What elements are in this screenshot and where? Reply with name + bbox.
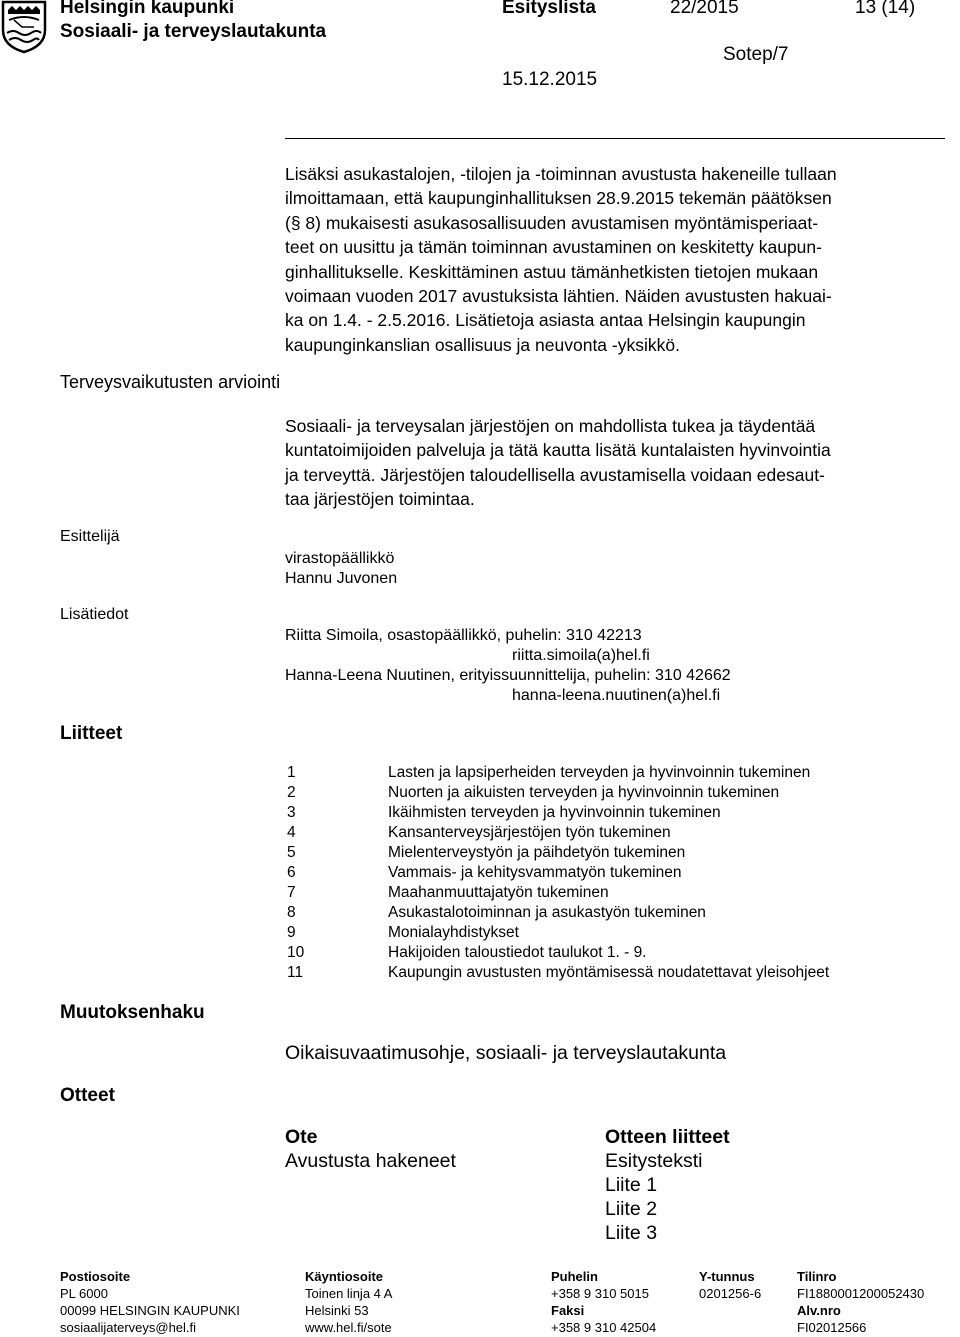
contact-line: Hanna-Leena Nuutinen, erityissuunnittelija, puhelin: 310 42662	[285, 667, 731, 684]
footer-ytunnus	[699, 1268, 761, 1302]
attachment-title: Kansanterveysjärjestöjen työn tukeminen	[388, 824, 671, 841]
footer-line: Toinen linja 4 A	[305, 1286, 393, 1301]
attachment-number: 5	[287, 844, 296, 861]
footer-postal	[60, 1268, 240, 1336]
text-line: Sosiaali- ja terveysalan järjestöjen on mahdollista tukea ja täydentää	[285, 416, 816, 436]
footer-line: Helsinki 53	[305, 1303, 369, 1318]
attachment-title: Vammais- ja kehitysvammatyön tukeminen	[388, 864, 682, 881]
footer-visit	[305, 1268, 392, 1336]
attachment-title: Asukastalotoiminnan ja asukastyön tukeminen	[388, 904, 706, 921]
attachment-title: Nuorten ja aikuisten terveyden ja hyvinvoinnin tukeminen	[388, 784, 780, 801]
attachments-label: Liitteet	[60, 723, 123, 744]
header-rule	[285, 138, 945, 139]
footer-heading: Käyntiosoite	[305, 1269, 384, 1284]
footer-line: FI02012566	[797, 1320, 867, 1335]
attachment-number: 3	[287, 804, 296, 821]
contact-line: Riitta Simoila, osastopäällikkö, puhelin: 310 42213	[285, 627, 642, 644]
attachment-title: Lasten ja lapsiperheiden terveyden ja hyvinvoinnin tukeminen	[388, 764, 811, 781]
footer-heading: Tilinro	[797, 1269, 837, 1284]
org-name: Helsingin kaupunki	[60, 0, 235, 18]
committee-name: Sosiaali- ja terveyslautakunta	[60, 21, 327, 42]
appeal-instructions[interactable]: Oikaisuvaatimusohje, sosiaali- ja terveyslautakunta	[285, 1042, 727, 1064]
extract-attachments-heading: Otteen liitteet	[605, 1126, 730, 1148]
attachment-number: 7	[287, 884, 296, 901]
attachment-number: 2	[287, 784, 296, 801]
text-line: teet on uusittu ja tämän toiminnan avustaminen on keskitetty kaupun-	[285, 237, 822, 258]
presenter-label: Esittelijä	[60, 528, 120, 545]
text-line: taa järjestöjen toimintaa.	[285, 489, 475, 510]
text-line: ja terveyttä. Järjestöjen taloudellisella avustamisella voidaan edesaut-	[285, 464, 825, 485]
footer-heading: Alv.nro	[797, 1303, 841, 1318]
contact-email[interactable]: hanna-leena.nuutinen(a)hel.fi	[512, 687, 721, 704]
presenter-name: Hannu Juvonen	[285, 570, 398, 587]
page-number: 13 (14)	[855, 0, 916, 18]
footer-tilinro	[797, 1268, 924, 1336]
text-line: kaupunginkanslian osallisuus ja neuvonta -yksikkö.	[285, 334, 680, 355]
extract-item: Avustusta hakeneet	[285, 1150, 456, 1172]
footer-email[interactable]: sosiaalijaterveys@hel.fi	[60, 1320, 197, 1335]
helsinki-crest-logo	[0, 0, 48, 54]
section-id: Sotep/7	[723, 44, 789, 65]
attachment-title: Ikäihmisten terveyden ja hyvinvoinnin tukeminen	[388, 804, 721, 821]
footer-line: +358 9 310 42504	[551, 1320, 657, 1335]
meeting-number: 22/2015	[670, 0, 739, 18]
attachment-number: 11	[287, 964, 304, 981]
appeal-label: Muutoksenhaku	[60, 1002, 205, 1023]
text-line: kuntatoimijoiden palveluja ja tätä kautta lisätä kuntalaisten hyvinvointia	[285, 440, 831, 461]
footer-heading: Postiosoite	[60, 1269, 131, 1284]
attachment-number: 4	[287, 824, 296, 841]
more-info-label: Lisätiedot	[60, 606, 129, 623]
footer-heading: Puhelin	[551, 1269, 598, 1284]
footer-line: 0201256-6	[699, 1286, 762, 1301]
attachment-title: Mielenterveystyön ja päihdetyön tukeminen	[388, 844, 686, 861]
paragraph-1	[285, 162, 945, 357]
attachment-title: Kaupungin avustusten myöntämisessä noudatettavat yleisohjeet	[388, 964, 830, 981]
attachment-number: 1	[287, 764, 296, 781]
text-line: voimaan vuoden 2017 avustuksista lähtien. Näiden avustusten hakuai-	[285, 286, 832, 307]
text-line: Lisäksi asukastalojen, -tilojen ja -toiminnan avustusta hakeneille tullaan	[285, 164, 837, 184]
paragraph-2	[285, 414, 945, 512]
meeting-date: 15.12.2015	[502, 69, 598, 90]
footer-heading: Y-tunnus	[699, 1269, 755, 1284]
presenter-title: virastopäällikkö	[285, 550, 395, 567]
text-line: (§ 8) mukaisesti asukasosallisuuden avustamisen myöntämisperiaat-	[285, 212, 819, 233]
footer-line: FI1880001200052430	[797, 1286, 925, 1301]
extract-attachment-item: Esitysteksti	[605, 1150, 703, 1172]
text-line: ilmoittamaan, että kaupunginhallituksen 28.9.2015 tekemän päätöksen	[285, 188, 832, 209]
footer-website[interactable]: www.hel.fi/sote	[305, 1320, 392, 1335]
attachment-number: 8	[287, 904, 296, 921]
health-impact-label: Terveysvaikutusten arviointi	[60, 372, 281, 392]
extract-heading: Ote	[285, 1126, 318, 1148]
text-line: ka on 1.4. - 2.5.2016. Lisätietoja asiasta antaa Helsingin kaupungin	[285, 310, 806, 331]
extracts-label: Otteet	[60, 1085, 115, 1106]
document-type: Esityslista	[502, 0, 596, 18]
text-line: ginhallitukselle. Keskittäminen astuu tämänhetkisten tietojen mukaan	[285, 261, 819, 282]
footer-line: 00099 HELSINGIN KAUPUNKI	[60, 1303, 240, 1318]
attachment-title: Maahanmuuttajatyön tukeminen	[388, 884, 609, 901]
footer-line: +358 9 310 5015	[551, 1286, 649, 1301]
extract-attachment-item: Liite 2	[605, 1198, 658, 1220]
extract-attachment-item: Liite 3	[605, 1222, 658, 1244]
footer-phone	[551, 1268, 656, 1336]
attachment-title: Hakijoiden taloustiedot taulukot 1. - 9.	[388, 944, 647, 961]
attachment-number: 9	[287, 924, 296, 941]
footer-heading: Faksi	[551, 1303, 585, 1318]
contact-email[interactable]: riitta.simoila(a)hel.fi	[512, 647, 650, 664]
attachment-number: 6	[287, 864, 296, 881]
footer-line: PL 6000	[60, 1286, 108, 1301]
extract-attachment-item: Liite 1	[605, 1174, 658, 1196]
attachment-title: Monialayhdistykset	[388, 924, 519, 941]
attachment-number: 10	[287, 944, 305, 961]
